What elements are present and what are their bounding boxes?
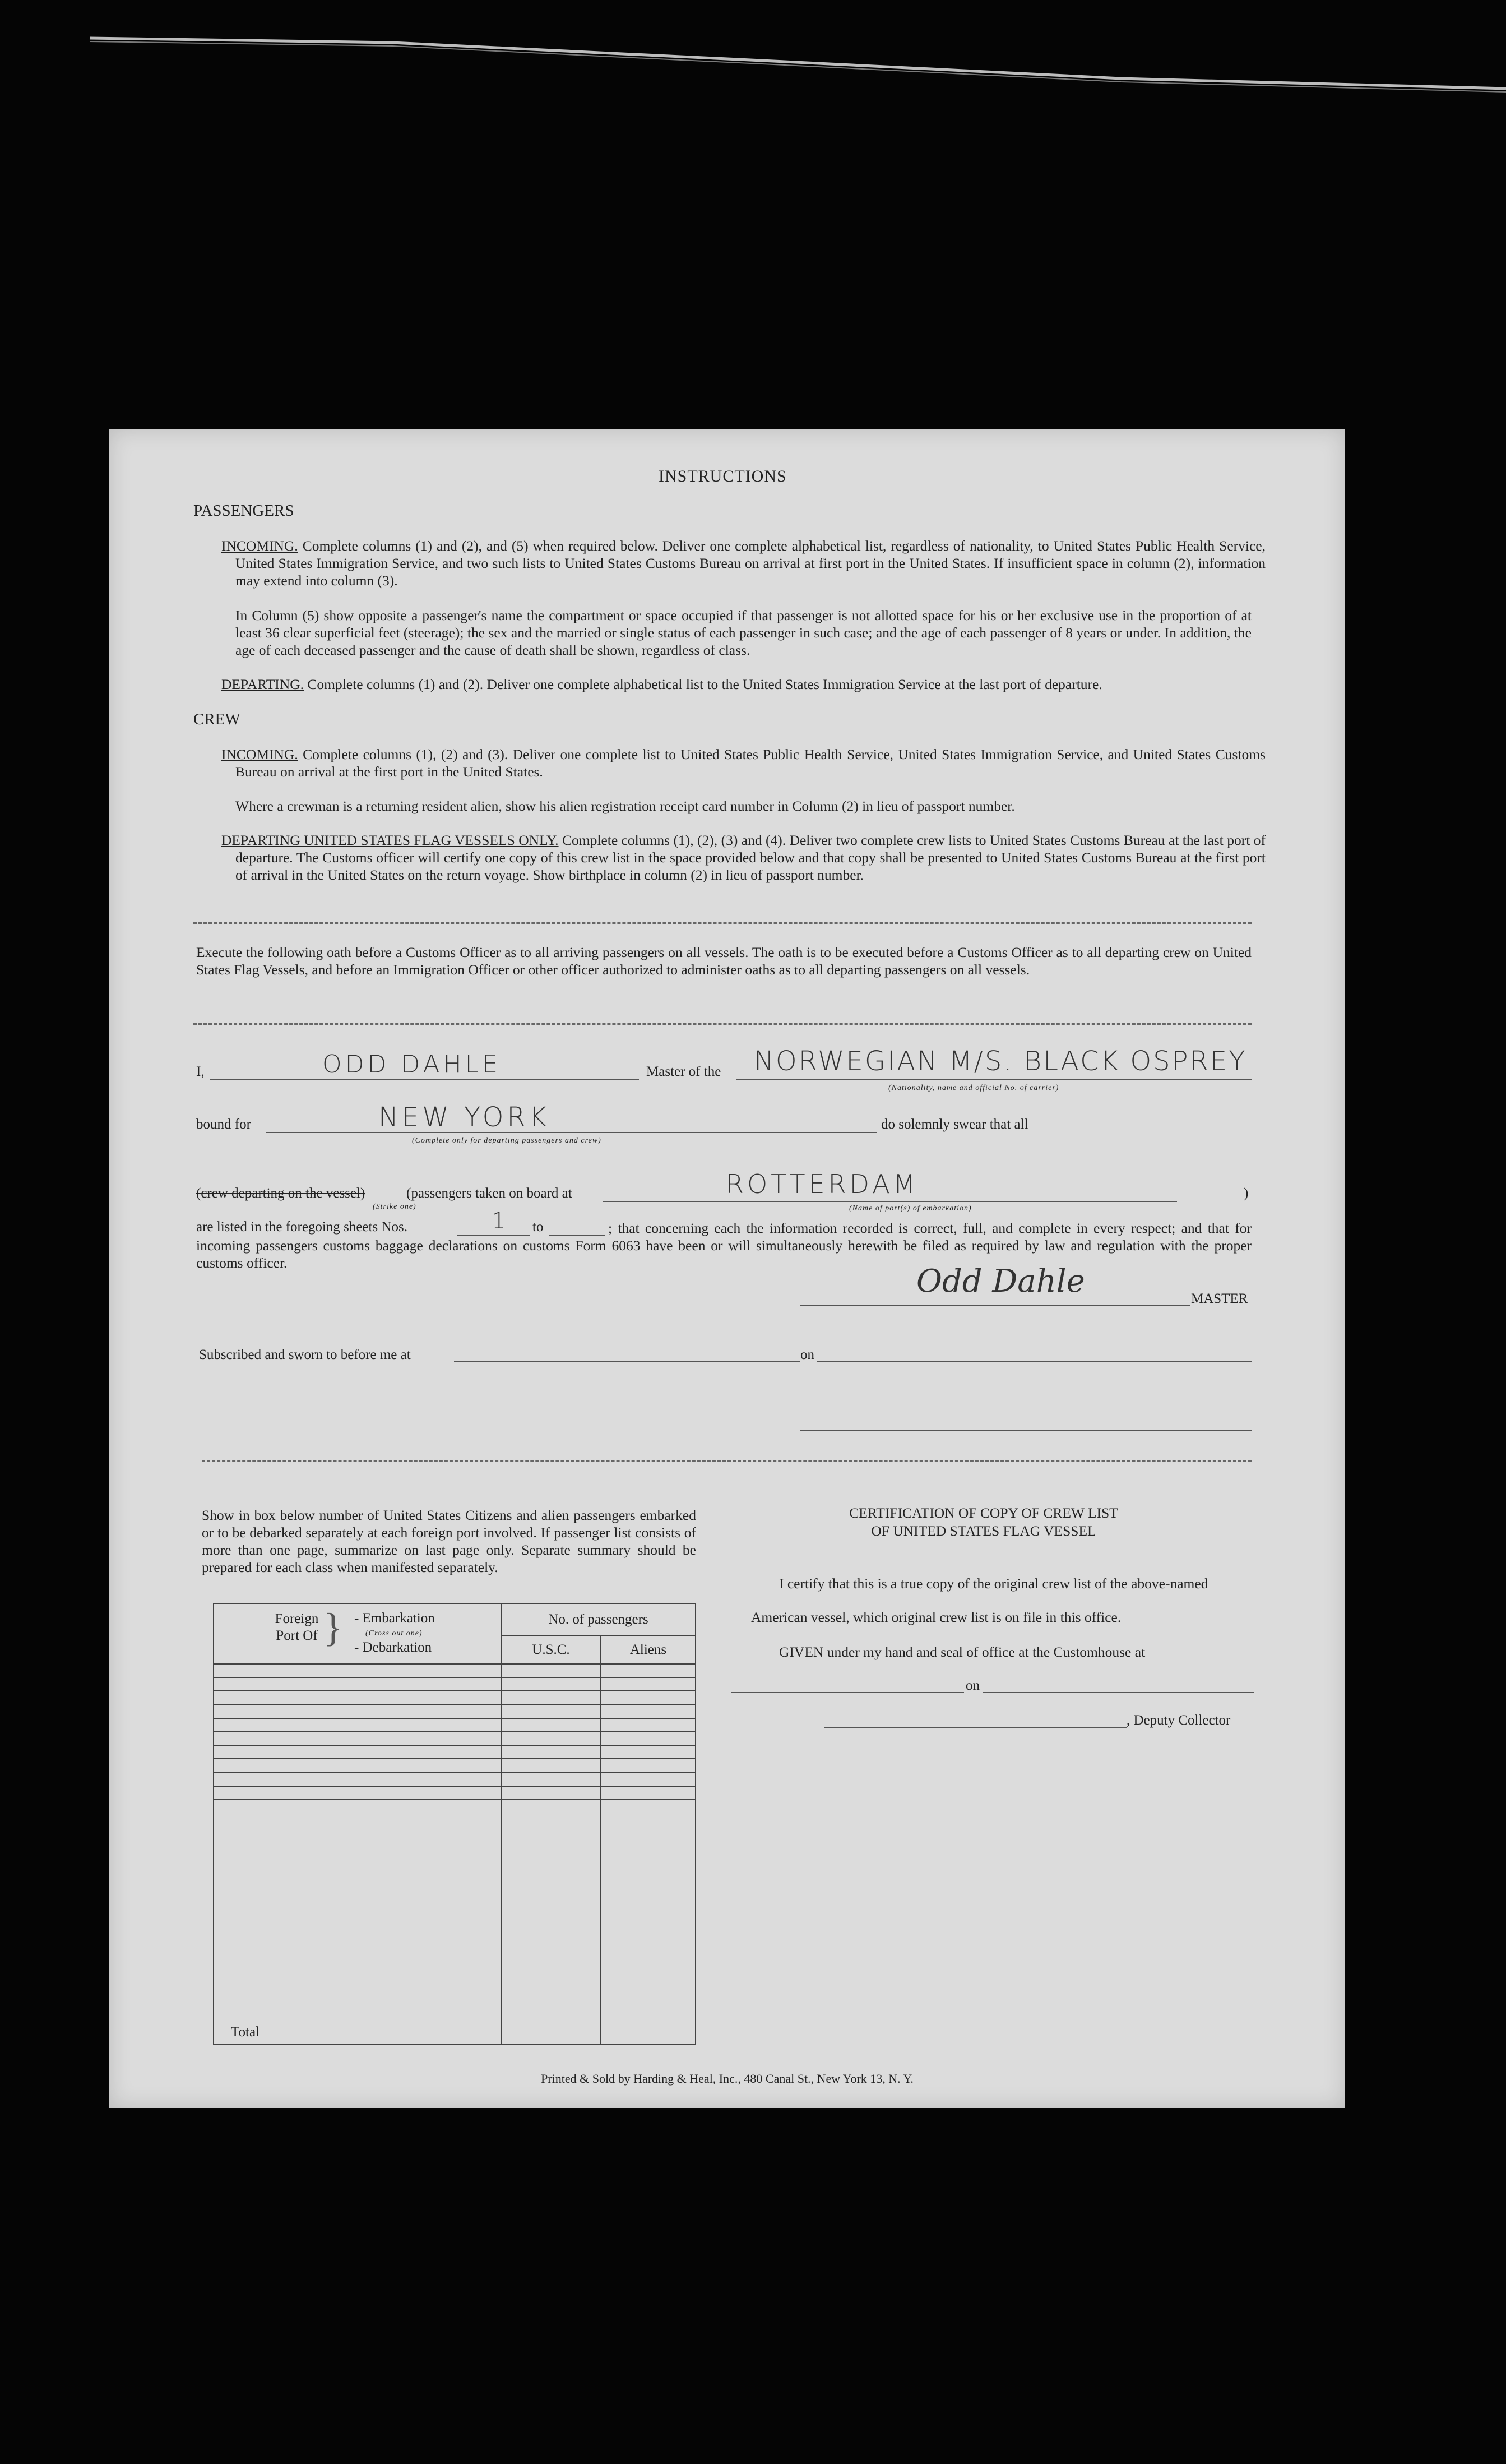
crew-departing-struck: (crew departing on the vessel) xyxy=(196,1186,365,1201)
passengers-incoming-text: Complete columns (1) and (2), and (5) when required below. Deliver one complete alphabetical list, regardless of nationality, to United States Public Health Service, United States Immigration Service, and two such lists to United States Customs Bureau on arrival at first port in the United States. If insufficient space in column (2), information may extend into column (3). xyxy=(235,538,1266,589)
divider xyxy=(202,1460,1252,1462)
crew-incoming xyxy=(221,746,1266,780)
passenger-summary-table xyxy=(213,1603,696,2045)
customhouse-line[interactable] xyxy=(731,1692,964,1693)
certification-on-label: on xyxy=(966,1678,980,1693)
i-label: I, xyxy=(196,1064,205,1079)
master-name-field[interactable]: ODD DAHLE xyxy=(322,1050,501,1079)
passengers-departing xyxy=(221,676,1252,693)
passengers-incoming xyxy=(221,537,1266,589)
sheets-text: ; that concerning each the information recorded is correct, full, and complete in every respect; and that for incoming passengers customs baggage declarations on customs Form 6063 have been or will simultaneously herewith be filed as required by law and regulation with the proper customs officer. xyxy=(196,1220,1252,1271)
table-row[interactable] xyxy=(214,1786,696,1800)
table-row[interactable] xyxy=(214,1718,696,1732)
crew-departing xyxy=(221,831,1266,884)
destination-line xyxy=(266,1132,877,1133)
officer-signature-line[interactable] xyxy=(800,1430,1252,1431)
on-label: on xyxy=(800,1347,814,1362)
certification-text-2: American vessel, which original crew list is on file in this office. xyxy=(751,1609,1122,1625)
certification-heading-2: OF UNITED STATES FLAG VESSEL xyxy=(871,1523,1096,1539)
total-label: Total xyxy=(214,1800,501,2044)
crew-heading: CREW xyxy=(193,710,240,728)
divider xyxy=(193,1023,1252,1025)
signature-line xyxy=(800,1305,1190,1306)
embarkation-label: - Embarkation xyxy=(354,1611,435,1626)
port-line xyxy=(603,1201,1177,1202)
table-row[interactable] xyxy=(214,1773,696,1786)
vessel-field[interactable]: NORWEGIAN M/S. BLACK OSPREY xyxy=(754,1046,1247,1077)
table-row[interactable] xyxy=(214,1691,696,1704)
subscribed-date-line[interactable] xyxy=(817,1361,1252,1362)
foreign-port-of: Foreign Port Of xyxy=(275,1611,319,1643)
deputy-collector-label: , Deputy Collector xyxy=(1127,1713,1231,1728)
passengers-heading: PASSENGERS xyxy=(193,502,294,520)
subscribed-place-line[interactable] xyxy=(454,1361,800,1362)
debarkation-label: - Debarkation xyxy=(354,1640,432,1655)
table-row[interactable] xyxy=(214,1759,696,1772)
master-of-label: Master of the xyxy=(646,1064,721,1079)
master-label: MASTER xyxy=(1191,1291,1248,1306)
usc-header: U.S.C. xyxy=(501,1636,601,1664)
crew-departing-label: DEPARTING UNITED STATES FLAG VESSELS ONLY. xyxy=(221,832,559,848)
oath-instructions: Execute the following oath before a Customs Officer as to all arriving passengers on all vessels. The oath is to be executed before a Customs Officer as to all departing crew on United States Flag Vessels, and before an Immigration Officer or other officer authorized to administer oaths as to all departing passengers on all vessels. xyxy=(196,944,1252,978)
subscribed-label: Subscribed and sworn to before me at xyxy=(199,1347,411,1362)
crew-resident-alien: Where a crewman is a returning resident alien, show his alien registration receipt card number in Column (2) in lieu of passport number. xyxy=(235,798,1015,814)
port-caption: (Name of port(s) of embarkation) xyxy=(849,1204,972,1213)
no-of-passengers-header: No. of passengers xyxy=(501,1603,696,1636)
total-row[interactable] xyxy=(214,1800,696,2044)
passengers-taken-label: (passengers taken on board at xyxy=(406,1186,572,1201)
crew-departing-text: Complete columns (1), (2), (3) and (4). Deliver two complete crew lists to United States Customs Bureau at the last port of departure. The Customs officer will certify one copy of this crew list in the space provided below and that copy shall be presented to United States Customs Bureau at the first port of arrival in the United States on the return voyage. Show birthplace in column (2) in lieu of passport number. xyxy=(235,832,1266,883)
scan-edge-line xyxy=(0,22,1506,107)
form-page xyxy=(109,429,1345,2108)
vessel-caption: (Nationality, name and official No. of carrier) xyxy=(888,1084,1059,1092)
master-signature: Odd Dahle xyxy=(916,1263,1085,1300)
table-row[interactable] xyxy=(214,1677,696,1691)
summary-instructions: Show in box below number of United States Citizens and alien passengers embarked or to be debarked separately at each foreign port involved. If passenger list consists of more than one page, summarize on last page only. Separate summary should be prepared for each class when manifested separately. xyxy=(202,1507,696,1575)
passengers-column5: In Column (5) show opposite a passenger's name the compartment or space occupied if that passenger is not allotted space for his or her exclusive use in the proportion of at least 36 clear superficial feet (steerage); the sex and the married or single status of each passenger in such case; and the age of each passenger of 8 years or under. In addition, the age of each deceased passenger and the cause of death shall be shown, regardless of class. xyxy=(235,607,1252,658)
passengers-departing-text: Complete columns (1) and (2). Deliver one complete alphabetical list to the United States Immigration Service at the last port of departure. xyxy=(307,676,1102,692)
crew-incoming-label: INCOMING. xyxy=(221,746,298,762)
sheet-from-field[interactable]: 1 xyxy=(492,1208,509,1234)
printer-footer: Printed & Sold by Harding & Heal, Inc., 480 Canal St., New York 13, N. Y. xyxy=(541,2072,914,2086)
destination-caption: (Complete only for departing passengers and crew) xyxy=(412,1136,601,1145)
brace: } xyxy=(323,1605,343,1650)
table-row[interactable] xyxy=(214,1705,696,1718)
sheets-label: are listed in the foregoing sheets Nos. xyxy=(196,1219,407,1235)
foreign-port-header xyxy=(214,1603,501,1664)
vessel-line xyxy=(736,1079,1252,1080)
table-row[interactable] xyxy=(214,1732,696,1745)
instructions-title: INSTRUCTIONS xyxy=(659,467,787,486)
crew-incoming-text: Complete columns (1), (2) and (3). Deliver one complete list to United States Public Health Service, United States Immigration Service, and United States Customs Bureau on arrival at the first port in the United States. xyxy=(235,746,1266,780)
deputy-signature-line[interactable] xyxy=(824,1727,1127,1728)
passengers-incoming-label: INCOMING. xyxy=(221,538,298,554)
strike-one-caption: (Strike one) xyxy=(373,1203,416,1211)
port-field[interactable]: ROTTERDAM xyxy=(726,1169,919,1199)
certification-heading-1: CERTIFICATION OF COPY OF CREW LIST xyxy=(849,1505,1118,1521)
destination-field[interactable]: NEW YORK xyxy=(378,1102,550,1133)
passengers-departing-label: DEPARTING. xyxy=(221,676,304,692)
certification-date-line[interactable] xyxy=(983,1692,1254,1693)
close-paren: ) xyxy=(1244,1186,1249,1201)
table-row[interactable] xyxy=(214,1664,696,1677)
swear-label: do solemnly swear that all xyxy=(881,1117,1028,1132)
table-row[interactable] xyxy=(214,1745,696,1759)
to-label: to xyxy=(532,1219,544,1235)
bound-for-label: bound for xyxy=(196,1117,251,1132)
name-line xyxy=(210,1079,639,1080)
divider xyxy=(193,922,1252,924)
cross-out-one: (Cross out one) xyxy=(365,1629,423,1638)
aliens-header: Aliens xyxy=(601,1636,696,1664)
certification-text-1: I certify that this is a true copy of the original crew list of the above-named xyxy=(779,1575,1208,1592)
certification-text-3: GIVEN under my hand and seal of office at the Customhouse at xyxy=(779,1644,1146,1660)
